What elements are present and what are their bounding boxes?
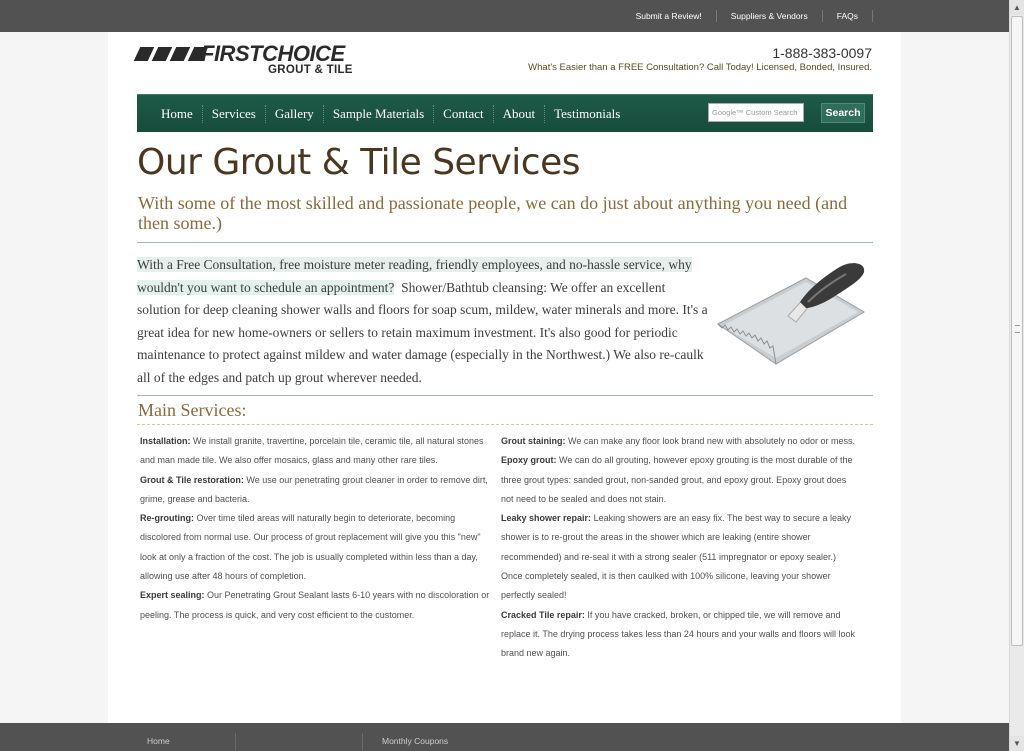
service-label: Expert sealing: (140, 590, 205, 601)
service-item (140, 509, 495, 586)
service-label: Installation: (140, 436, 191, 446)
logo-subtitle: GROUT & TILE (268, 64, 353, 76)
service-label: Grout staining: (501, 436, 566, 446)
service-text: Over time tiled areas will naturally begin to deteriorate, becoming discolored from normal use. Our process of grout replacement will give you this "new" look at only a fraction of the cost. The job is usually completed within less than a day, allowing use after 48 hours of completion. (140, 513, 481, 582)
service-label: Leaky shower repair: (501, 513, 592, 524)
scroll-up-arrow-icon[interactable]: ▲ (1010, 0, 1024, 15)
nav-sample-materials[interactable]: Sample Materials (324, 105, 434, 123)
nav-services[interactable]: Services (203, 105, 266, 123)
service-label: Epoxy grout: (501, 455, 557, 466)
service-text: Leaking showers are an easy fix. The best way to secure a leaky shower is to re-grout the areas in the shower which are leaking (entire shower recommended) and re-seal it with a strong sealer (511 impregnator or epoxy sealer.) Once completely sealed, it is then caulked with 100% silicone, leaving your shower perfectly sealed! (501, 513, 852, 601)
services-left-column (140, 432, 495, 625)
top-links (622, 0, 873, 32)
service-text: We use our penetrating grout cleaner in order to remove dirt, grime, grease and bacteria. (140, 474, 488, 504)
trowel-image (714, 256, 874, 368)
service-item (140, 586, 495, 625)
page-subtitle: With some of the most skilled and passionate people, we can do just about anything you need (and then some.) (138, 193, 848, 233)
footer-separator (235, 733, 236, 751)
nav-gallery[interactable]: Gallery (266, 105, 324, 123)
service-label: Re-grouting: (140, 513, 194, 524)
nav-items (152, 95, 629, 132)
header-tagline: What's Easier than a FREE Consultation? Call Today! Licensed, Bonded, Insured. (528, 62, 872, 73)
site-logo[interactable] (137, 41, 367, 80)
intro-highlight: With a Free Consultation, free moisture meter reading, friendly employees, and no-hassle service, why wouldn't you want to schedule an appointment? (137, 257, 692, 295)
footer-link-monthly-coupons[interactable]: Monthly Coupons (382, 736, 449, 746)
service-text: We can do all grouting, however epoxy grouting is the most durable of the three grout types: sanded grout, non-sanded grout, and epoxy grout. Epoxy grout does not need to be sealed and does not stain. (501, 455, 853, 504)
footer-separator (362, 733, 363, 751)
main-nav (137, 94, 873, 132)
top-utility-bar (0, 0, 1009, 32)
service-item (501, 509, 857, 605)
service-item (140, 471, 495, 510)
service-item (501, 606, 857, 664)
service-item (501, 432, 857, 451)
vertical-scrollbar[interactable] (1009, 0, 1024, 751)
service-item (140, 432, 495, 471)
logo-wordmark: FIRSTCHOICE (201, 41, 345, 66)
logo-stripes (137, 47, 205, 61)
scroll-down-arrow-icon[interactable]: ▼ (1010, 736, 1024, 751)
suppliers-vendors-link[interactable]: Suppliers & Vendors (717, 10, 823, 22)
nav-home[interactable]: Home (152, 105, 203, 123)
services-right-column (501, 432, 857, 664)
nav-testimonials[interactable]: Testimonials (554, 105, 621, 121)
search-button[interactable]: Search (821, 103, 865, 123)
search-input[interactable]: Google™ Custom Search (708, 103, 804, 122)
service-text: We install granite, travertine, porcelain tile, ceramic tile, all natural stones and man made tile. We also offer mosaics, glass and many other rare tiles. (140, 436, 484, 466)
phone-number: 1-888-383-0097 (772, 45, 872, 61)
footer-link-home[interactable]: Home (147, 736, 170, 746)
page-title: Our Grout & Tile Services (137, 142, 581, 183)
scrollbar-thumb[interactable] (1011, 16, 1023, 646)
divider (137, 395, 873, 396)
dashed-divider (137, 424, 873, 425)
main-services-heading: Main Services: (138, 400, 247, 420)
service-label: Cracked Tile repair: (501, 609, 585, 620)
faqs-link[interactable]: FAQs (823, 10, 873, 22)
service-item (501, 451, 857, 509)
divider (137, 242, 873, 243)
nav-about[interactable]: About (494, 105, 546, 123)
nav-contact[interactable]: Contact (434, 105, 493, 123)
service-text: Our Penetrating Grout Sealant lasts 6-10 years with no discoloration or peeling. The process is quick, and very cost efficient to the customer. (140, 590, 490, 620)
submit-review-link[interactable]: Submit a Review! (622, 10, 717, 22)
intro-text: Shower/Bathtub cleansing: We offer an excellent solution for deep cleaning shower walls and floors for soap scum, mildew, water minerals and more. It's a great idea for new home-owners or sellers to retain maximum investment. It's also good for periodic maintenance to protect against mildew and water damage (especially in the Northwest.) We also re-caulk all of the edges and patch up grout wherever needed. (137, 279, 708, 385)
service-text: If you have cracked, broken, or chipped tile, we will remove and replace it. The drying process takes less than 24 hours and your walls and floors will look brand new again. (501, 609, 856, 659)
service-text: We can make any floor look brand new with absolutely no odor or mess. (568, 436, 855, 446)
footer-bar (0, 723, 1009, 751)
intro-paragraph (137, 254, 712, 389)
service-label: Grout & Tile restoration: (140, 474, 244, 485)
